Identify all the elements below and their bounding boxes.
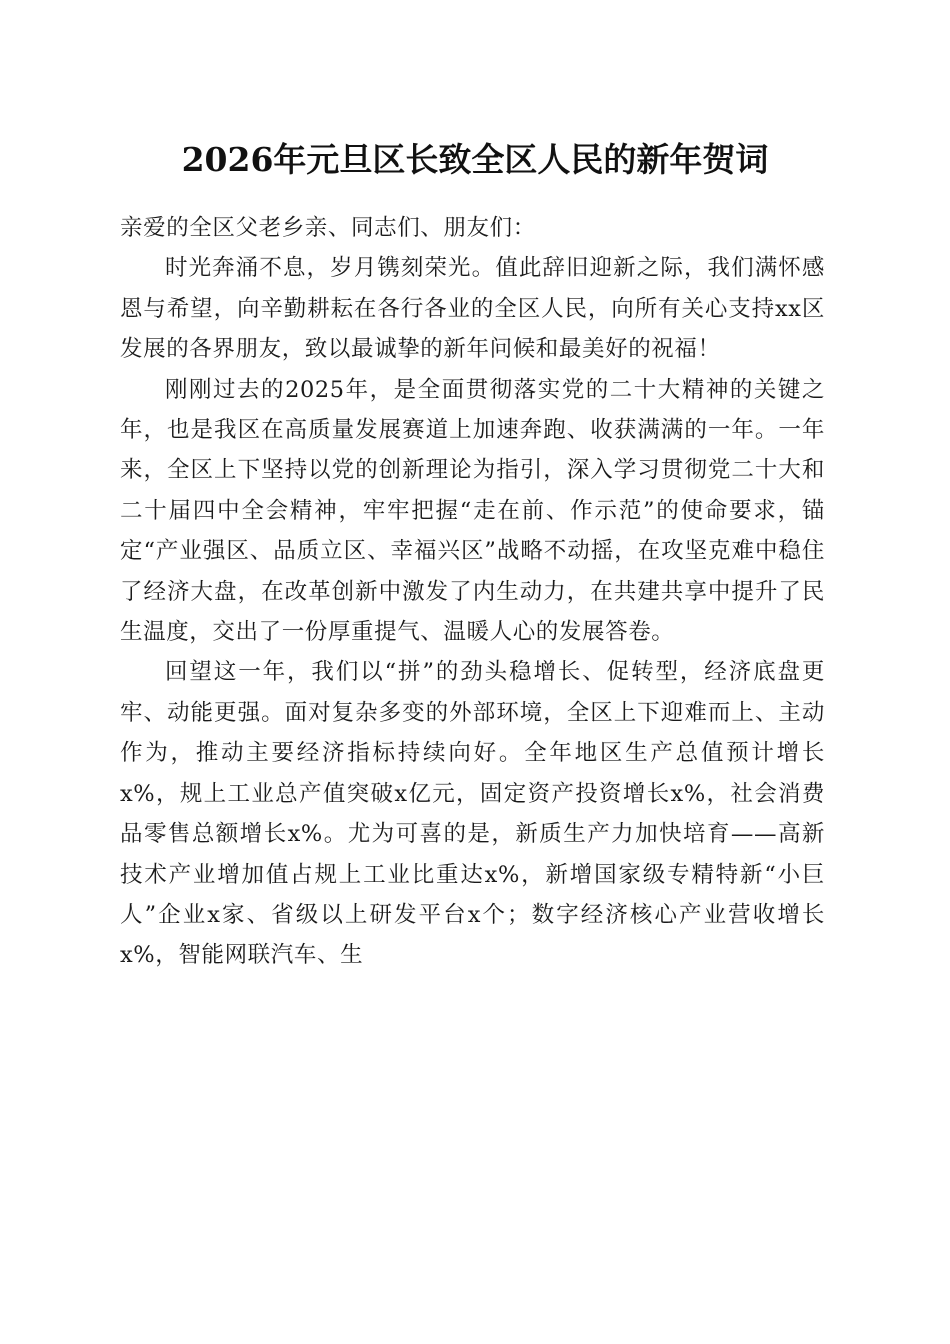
document-title: 2026年元旦区长致全区人民的新年贺词 [181, 140, 769, 179]
greeting-line: 亲爱的全区父老乡亲、同志们、朋友们： [120, 215, 536, 241]
paragraph-2: 刚刚过去的2025年，是全面贯彻落实党的二十大精神的关键之年，也是我区在高质量发展赛道上加速奔跑、收获满满的一年。一年来，全区上下坚持以党的创新理论为指引，深入学习贯彻党二十大和二十届四中全会精神，牢牢把握“走在前、作示范”的使命要求，锚定“产业强区、品质立区、幸福兴区”战略不动摇，在攻坚克难中稳住了经济大盘，在改革创新中激发了内生动力，在共建共享中提升了民生温度，交出了一份厚重提气、温暖人心的发展答卷。 [120, 376, 825, 646]
paragraph-3: 回望这一年，我们以“拼”的劲头稳增长、促转型，经济底盘更牢、动能更强。面对复杂多变的外部环境，全区上下迎难而上、主动作为，推动主要经济指标持续向好。全年地区生产总值预计增长x%，规上工业总产值突破x亿元，固定资产投资增长x%，社会消费品零售总额增长x%。尤为可喜的是，新质生产力加快培育——高新技术产业增加值占规上工业比重达x%，新增国家级专精特新“小巨人”企业x家、省级以上研发平台x个；数字经济核心产业营收增长x%，智能网联汽车、生 [120, 659, 825, 969]
paragraph-1: 时光奔涌不息，岁月镌刻荣光。值此辞旧迎新之际，我们满怀感恩与希望，向辛勤耕耘在各行各业的全区人民，向所有关心支持xx区发展的各界朋友，致以最诚挚的新年问候和最美好的祝福！ [120, 255, 825, 363]
document-body [120, 208, 825, 976]
